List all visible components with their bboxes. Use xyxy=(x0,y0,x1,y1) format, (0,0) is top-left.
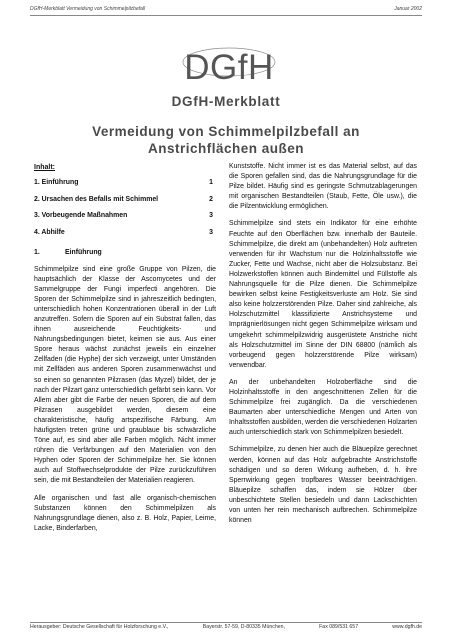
body-paragraph: Schimmelpilze, zu denen hier auch die Bläuepilze gerechnet werden, können auf das Holz aufgebrachte Anstrichstoffe schädigen und so deren Wirkung aufheben, d. h. ihre Sperrwirkung gegen tropfbares Wasser beeinträchtigen. Bläuepilze schaffen das, indem sie Hölzer über unbeschichtete Stellen besiedeln und dann Lackschichten von unten her rein mechanisch aufbrechen. Schimmelpilze können xyxy=(229,446,417,525)
body-paragraph: Schimmelpilze sind eine große Gruppe von Pilzen, die hauptsächlich der Klasse der Ascomycetes und der Sammelgruppe der Fungi imperfecti angehören. Die Sporen der Schimmelpilze sind in jahreszeitlich bedingten, unterschiedlich hohen Konzentrationen überall in der Luft anzutreffen. Sofern die Sporen auf ein Substrat fallen, das ihnen ausreichende Feuchtigkeits- und Nahrungsbedingungen bietet, keimen sie aus. Aus einer Spore heraus wächst zunächst jeweils ein einzelner Zellfaden (die Hyphe) der sich verzweigt, unter Umständen mit Zellfäden aus anderen Sporen zusammenwächst und so einen so genannten Pilzrasen (das Myzel) bildet, der je nach der Pilzart ganz unterschiedlich gefärbt sein kann. Vor Allem aber gibt die Farbe der neuen Sporen, die auf dem Pilzrasen ausgebildet werden, diesem eine charakteristische, häufig artspezifische Färbung. Am häufigsten treten grüne und graublaue bis schwärzliche Töne auf, es sind aber alle Farben möglich. Nicht immer rühren die Verfärbungen auf den Materialien von den Hyphen oder Sporen der Schimmelpilze her. Sie können auch auf Stoffwechselprodukte der Pilze zurückzuführen sein, die mit Bestandteilen der Materialien reagieren. xyxy=(34,265,216,485)
footer-address: Bayerstr. 57-59, D-80335 München, xyxy=(202,624,285,630)
right-column xyxy=(229,162,417,533)
section-number: 1. xyxy=(34,248,40,256)
logo-text: DGfH xyxy=(184,48,274,87)
footer-publisher: Herausgeber: Deutsche Gesellschaft für Holzforschung e.V., xyxy=(30,624,169,630)
toc-item-page: 3 xyxy=(209,228,213,236)
body-paragraph: An der unbehandelten Holzoberfläche sind die Holzinhaltsstoffe in den angeschnittenen Zellen für die Schimmelpilze frei zugänglich. Da die verschiedenen Baumarten aber unterschiedliche Mengen und Arten von Inhaltsstoffen ausbilden, werden die verschiedenen Holzarten auch unterschiedlich stark von Schimmelpilzen besiedelt. xyxy=(229,378,417,437)
toc-item-page: 2 xyxy=(209,195,213,203)
toc-heading: Inhalt: xyxy=(34,164,55,171)
toc-item-label: 3. Vorbeugende Maßnahmen xyxy=(34,212,128,219)
toc-item xyxy=(34,212,216,219)
toc-item-label: 2. Ursachen des Befalls mit Schimmel xyxy=(34,195,159,203)
section-heading xyxy=(34,249,216,256)
toc-item-page: 1 xyxy=(209,179,213,186)
footer-website: www.dgfh.de xyxy=(392,624,422,630)
body-paragraph: Kunststoffe. Nicht immer ist es das Material selbst, auf das die Sporen gefallen sind, das die Nahrungsgrundlage für die Pilze bildet. Häufig sind es geringste Schmutzablagerungen mit organischen Bestandteilen (Staub, Fette, Öle usw.), die die Pilzentwicklung ermöglichen. xyxy=(229,163,417,211)
toc-item xyxy=(34,229,216,236)
toc-item xyxy=(34,196,216,203)
toc-item-label: 4. Abhilfe xyxy=(34,228,65,236)
toc-item-page: 3 xyxy=(209,212,213,219)
toc-item-label: 1. Einführung xyxy=(34,179,79,186)
toc-item xyxy=(34,179,216,186)
dgfh-logo xyxy=(181,42,277,92)
header-divider xyxy=(30,15,422,16)
subtitle-line-2: Anstrichflächen außen xyxy=(147,141,305,156)
body-paragraph: Schimmelpilze sind stets ein Indikator für eine erhöhte Feuchte auf den Oberflächen bzw. innerhalb der Bauteile. Schimmelpilze, die direkt am (unbehandelten) Holz auftreten verwenden für ihr Wachstum nur die Holzinhaltsstoffe wie Zucker, Fette und Wachse, nicht aber die Holzsubstanz. Bei Holzwerkstoffen können auch Bindemittel und Füllstoffe als Nahrungsquelle für die Pilze dienen. Die Schimmelpilze bewirken selbst keine Festigkeitsverluste am Holz. Sie sind also keine holzzerstörenden Pilze. Daher sind zahlreiche, als Holzschutzmittel klassifizierte Anstrichsysteme und Imprägnierlösungen nicht gegen Schimmelpilze wirksam und umgekehrt schimmelpilzwidrig ausgerüstete Anstriche nicht als Holzschutzmittel im Sinne der DIN 68800 (nämlich als vorbeugend gegen holzzerstörende Pilze wirksam) verwendbar. xyxy=(229,220,417,369)
page-header-date: Januar 2002 xyxy=(394,6,422,12)
footer-divider xyxy=(30,622,422,623)
subtitle-line-1: Vermeidung von Schimmelpilzbefall an xyxy=(92,124,360,139)
left-column xyxy=(34,164,216,541)
page-footer xyxy=(30,624,422,630)
page-header-left: DGfH-Merkblatt Vermeidung von Schimmelpilzbefall xyxy=(30,6,146,12)
body-paragraph: Alle organischen und fast alle organisch-chemischen Substanzen können den Schimmelpilzen als Nahrungsgrundlage dienen, also z. B. Holz, Papier, Leime, Lacke, Binderfarben, xyxy=(34,494,216,532)
document-title: DGfH-Merkblatt xyxy=(171,94,281,109)
footer-fax: Fax 089/531 657 xyxy=(319,624,359,630)
section-title: Einführung xyxy=(65,248,102,256)
document-subtitle xyxy=(0,123,452,157)
